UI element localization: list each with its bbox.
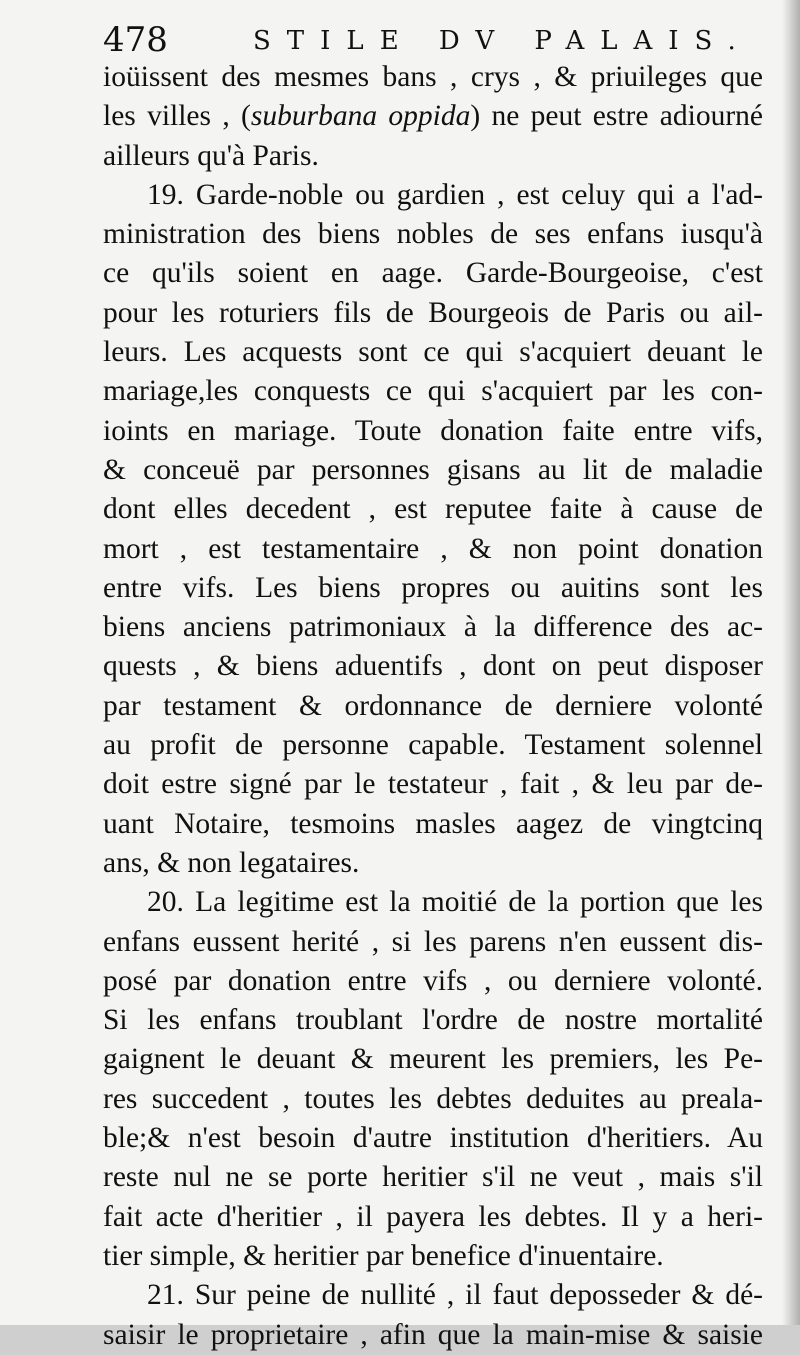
text-line: enfans eussent herité , si les parens n'en eussent dis-: [103, 925, 763, 958]
text-line: quests , & biens aduentifs , dont on peut disposer: [103, 650, 763, 683]
text-line: posé par donation entre vifs , ou derniere volonté.: [103, 964, 763, 997]
text-line: tier simple, & heritier par benefice d'inuentaire.: [103, 1239, 664, 1272]
text-line: reste nul ne se porte heritier s'il ne veut , mais s'il: [103, 1161, 763, 1194]
text-line: doit estre signé par le testateur , fait , & leu par de-: [103, 768, 763, 801]
running-title: STILE DV PALAIS.: [253, 26, 752, 56]
text-line: par testament & ordonnance de derniere volonté: [103, 689, 763, 722]
text-line: fait acte d'heritier , il payera les debtes. Il y a heri-: [103, 1200, 763, 1233]
text-line: res succedent , toutes les debtes deduites au preala-: [103, 1082, 763, 1115]
text-line: biens anciens patrimoniaux à la difference des ac-: [103, 611, 763, 644]
text-line: au profit de personne capable. Testament solennel: [103, 729, 763, 762]
text-line: ailleurs qu'à Paris.: [103, 139, 319, 172]
text-line: leurs. Les acquests sont ce qui s'acquiert deuant le: [103, 336, 763, 369]
text-line: ce qu'ils soient en aage. Garde-Bourgeoise, c'est: [103, 257, 763, 290]
text-line: saisir le proprietaire , afin que la main-mise & saisie: [103, 1318, 763, 1351]
page-gutter-shadow: [782, 0, 800, 1325]
text-line: ble;& n'est besoin d'autre institution d'heritiers. Au: [103, 1122, 763, 1155]
text-line: [103, 97, 763, 136]
text-line: uant Notaire, tesmoins masles aagez de vingtcinq: [103, 807, 763, 840]
text-line: & conceuë par personnes gisans au lit de maladie: [103, 453, 763, 486]
text-line: mariage,les conquests ce qui s'acquiert par les con-: [103, 375, 763, 408]
latin-phrase: suburbana oppida: [250, 100, 471, 133]
text-line: ministration des biens nobles de ses enfans iusqu'à: [103, 218, 763, 251]
text-line: entre vifs. Les biens propres ou auitins sont les: [103, 571, 763, 604]
text-line: pour les roturiers fils de Bourgeois de Paris ou ail-: [103, 296, 763, 329]
paragraph-20-start: 20. La legitime est la moitié de la portion que les: [147, 886, 763, 919]
text-line: ans, & non legataires.: [103, 846, 360, 879]
text-line: mort , est testamentaire , & non point donation: [103, 532, 763, 565]
text-line-pre: les villes , (: [103, 100, 251, 133]
paragraph-21-start: 21. Sur peine de nullité , il faut deposseder & dé-: [147, 1279, 763, 1312]
text-line-post: ) ne peut estre adiourné: [470, 100, 763, 133]
page-number: 478: [103, 20, 168, 60]
text-line: ioints en mariage. Toute donation faite entre vifs,: [103, 414, 763, 447]
text-line: ioüissent des mesmes bans , crys , & priuileges que: [103, 61, 763, 93]
text-line: Si les enfans troublant l'ordre de nostre mortalité: [103, 1004, 763, 1037]
text-line: dont elles decedent , est reputee faite à cause de: [103, 493, 763, 526]
text-line: gaignent le deuant & meurent les premiers, les Pe-: [103, 1043, 763, 1076]
paragraph-19-start: 19. Garde-noble ou gardien , est celuy qui a l'ad-: [147, 178, 763, 211]
body-text: [103, 58, 763, 1355]
page-header: [103, 18, 763, 62]
